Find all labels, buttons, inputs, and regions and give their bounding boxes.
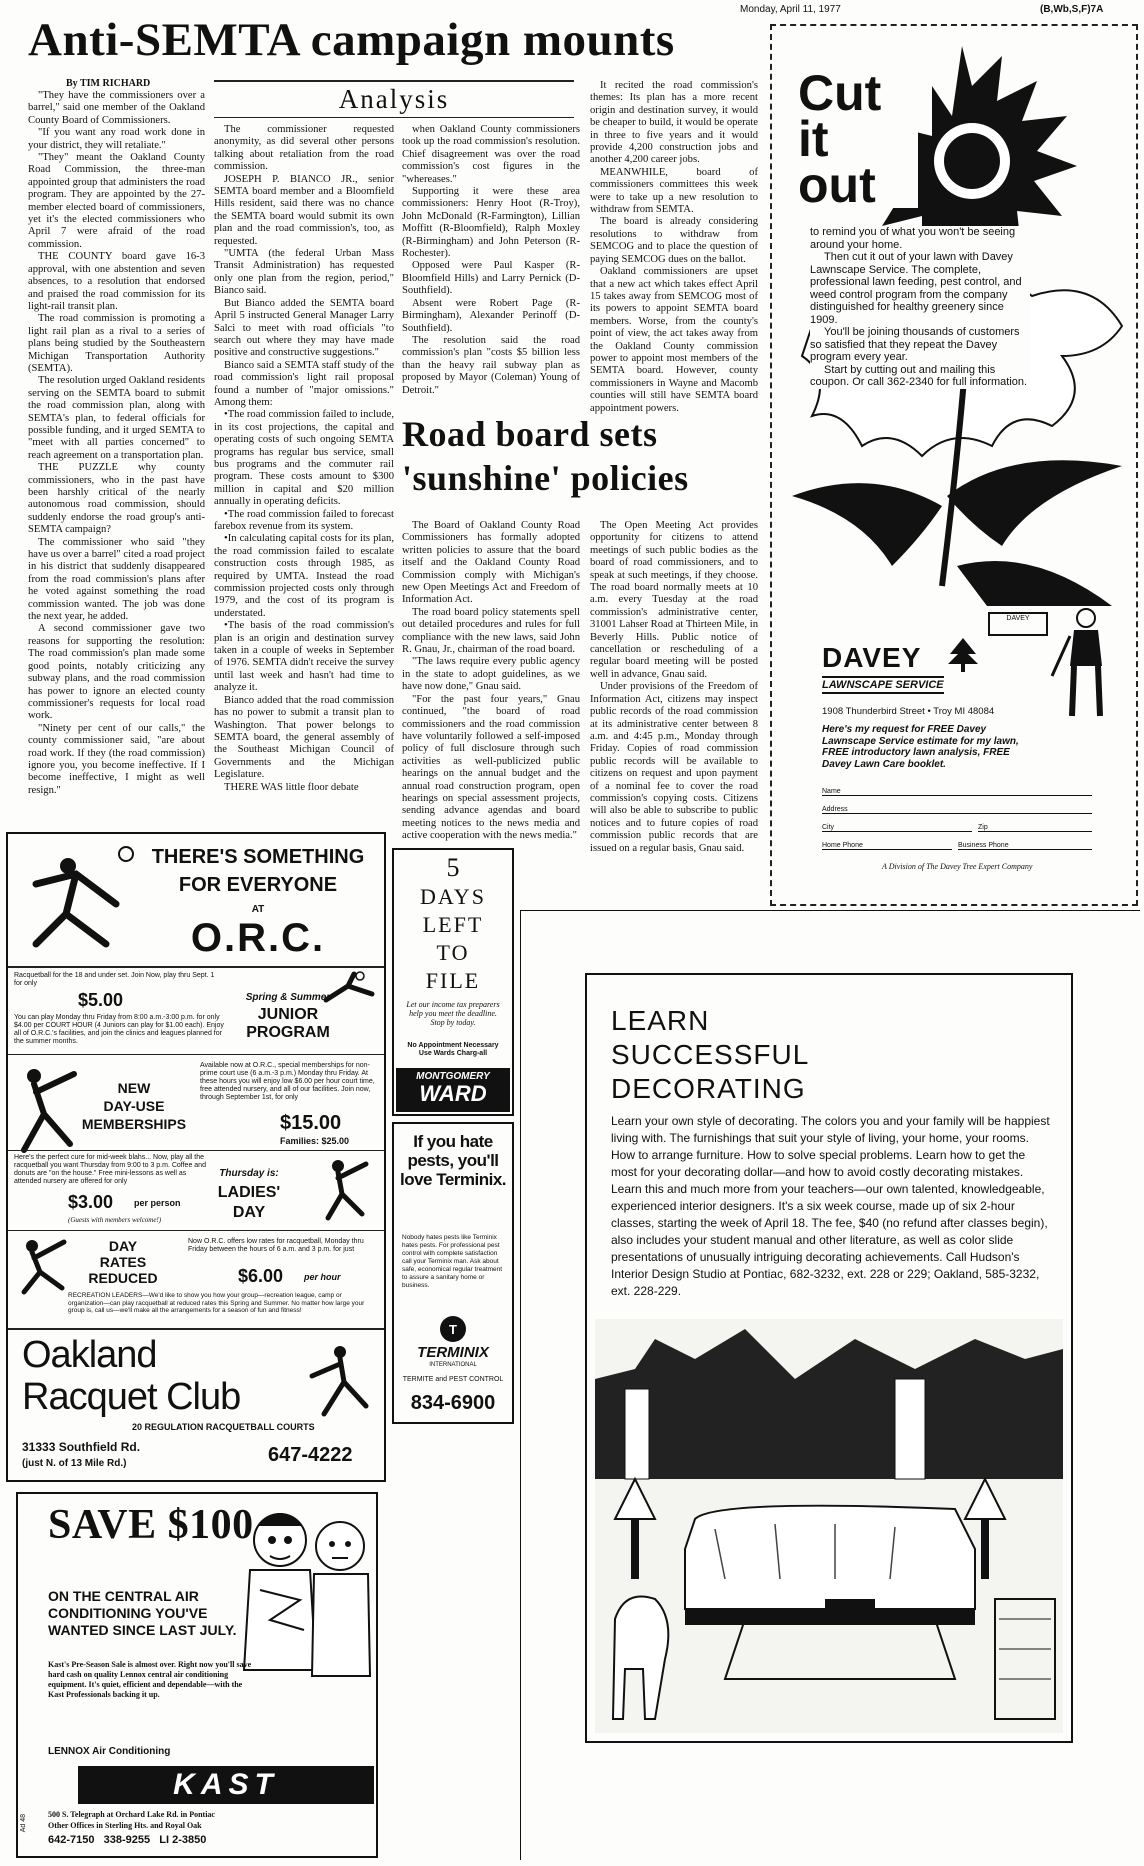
analysis-rule-top — [214, 80, 574, 82]
decorated-room-illustration — [595, 1319, 1063, 1733]
ward-note: No Appointment Necessary Use Wards Charg-all — [407, 1042, 499, 1057]
orc-rule-5 — [8, 1328, 384, 1330]
field-label: Business Phone — [958, 842, 1009, 849]
article-paragraph: The road board policy statements spell out detailed procedures and rules for full compliance with the new laws, said John R. Gnau, Jr., chairman of the road board. — [402, 606, 580, 656]
article-paragraph: Opposed were Paul Kasper (R-Bloomfield Hills) and Larry Pernick (D-Southfield). — [402, 260, 580, 297]
orc-courts: 20 REGULATION RACQUETBALL COURTS — [132, 1422, 315, 1432]
orc-junior-title-2: JUNIOR — [257, 1006, 319, 1023]
terminix-logo-icon — [438, 1314, 468, 1344]
davey-body — [810, 226, 1030, 389]
orc-at: AT — [251, 904, 265, 915]
orc-ladies-text: Here's the perfect cure for mid-week blahs... Now, play all the racquetball you want Thursday from 9:00 to 3 p.m. Coffee and donuts are "on the house." Free mini-lessons as well as attended nursery are offered for only — [14, 1154, 206, 1185]
article-headline: Anti-SEMTA campaign mounts — [28, 14, 675, 66]
article-paragraph: "They" meant the Oakland County Road Commission, the three-man appointed group that administers the road program. They are appointed by the 27-member elected board of commissioners, yet it's the elected commissioners who April 7 were afraid of the road commission. — [28, 152, 205, 250]
ward-line-1: 5 — [446, 853, 460, 882]
orc-ladies-title-3: DAY — [232, 1204, 266, 1221]
article2-headline-line1: Road board sets — [402, 414, 658, 454]
coupon-field-zip[interactable] — [978, 824, 1092, 832]
coupon-field-home-phone[interactable] — [822, 842, 952, 850]
davey-request: Here's my request for FREE Davey Lawnscape Service estimate for my lawn, FREE introductory lawn analysis, FREE Davey Lawn Care booklet. — [822, 724, 1019, 770]
article2-headline-line2: 'sunshine' policies — [402, 458, 689, 498]
couple-cartoon-illustration — [240, 1500, 374, 1682]
hudsons-body: Learn your own style of decorating. The colors you and your family will be happiest living with. The furnishings that suit your style of living, your home, your rooms. How to arrange furniture. How to solve special problems. Learn how to get the most for your decorating dollar—and how to avoid costly decorating mistakes. Learn this and much more from your teachers—our own talented, knowledgeable, experienced interior designers. It's a six week course, made up of six 2-hour classes, starting the week of April 18. The fee, $40 (no refund after classes begin), also includes your student manual and other literature, as well as color slide presentations of unusually intriguing decorating achievements. Call Hudson's Interior Design Studio at Pontiac, 682-3232, ext. 228 or 229; Oakland, 585-3232, ext. 228-229. — [611, 1114, 1050, 1298]
ward-ad — [392, 848, 514, 1116]
kast-sub: ON THE CENTRAL AIR CONDITIONING YOU'VE WANTED SINCE LAST JULY. — [48, 1588, 237, 1638]
article-paragraph: The commissioner who said "they have us over a barrel" cited a road project in his district that suddenly disappeared from the road commission's plans after he voted against something the road commission wanted. The job was done the next year, he added. — [28, 536, 205, 623]
field-label: Zip — [978, 824, 988, 831]
ward-line-4: TO — [436, 940, 470, 965]
article-paragraph: "UMTA (the federal Urban Mass Transit Administration) has requested only one plan from the region, period," Bianco said. — [214, 248, 394, 297]
svg-text:T: T — [449, 1322, 457, 1337]
page-date: Monday, April 11, 1977 — [740, 4, 841, 15]
article-paragraph: "The laws require every public agency in the state to adopt guidelines, as we have now done," Gnau said. — [402, 656, 580, 693]
orc-members-note: (Guests with members welcome!) — [68, 1216, 162, 1224]
analysis-label: Analysis — [338, 84, 450, 114]
club-player-icon — [300, 1340, 376, 1420]
davey-address: 1908 Thunderbird Street • Troy MI 48084 — [822, 706, 995, 717]
orc-per-person: per person — [134, 1198, 181, 1208]
kast-lennox: LENNOX Air Conditioning — [48, 1746, 171, 1757]
article-paragraph: Bianco said a SEMTA staff study of the road commission's light rail proposal found a number of "major omissions." Among them: — [214, 359, 394, 408]
orc-day-title-2: RATES — [99, 1254, 147, 1270]
orc-day-title-1: DAY — [108, 1238, 138, 1254]
orc-phone: 647-4222 — [268, 1444, 353, 1466]
article-paragraph: MEANWHILE, board of commissioners committees this week were to take up a new resolution to withdraw from SEMTA. — [590, 166, 758, 216]
article-paragraph: "For the past four years," Gnau continued, "the board of road commissioners and the road commission have voluntarily followed a self-imposed policy of full disclosure through such activities as well-publicized public hearings on the annual budget and the annual road construction program, open hearings on special assessment projects, sending advance agendas and board meeting notices to the news media and active cooperation with the news media." — [402, 693, 580, 842]
article1-col3 — [402, 124, 580, 446]
hudsons-headline-2: SUCCESSFUL — [611, 1039, 810, 1070]
ward-brand-1: MONTGOMERY — [416, 1071, 490, 1082]
davey-coupon — [782, 606, 1126, 894]
terminix-headline: If you hate pests, you'll love Terminix. — [399, 1132, 507, 1189]
article-paragraph: THE COUNTY board gave 16-3 approval, with one abstention and seven absences, to a resolution that endorsed and praised the road commission for its light-rail transit plan. — [28, 251, 205, 312]
article-paragraph: Oakland commissioners are upset that a new act which takes effect April 15 takes away from SEMCOG most of its powers to appoint SEMTA board members. Worse, from the county's point of view, the act takes away from the Oakland County commission power to appoint most members of the SEMTA board. However, county commissioners in Wayne and Macomb counties will still have SEMTA board appointment powers. — [590, 266, 758, 414]
article1-col2 — [214, 124, 394, 815]
hudsons-headline-1: LEARN — [611, 1005, 710, 1036]
analysis-rule-bottom — [214, 117, 574, 118]
page-code: (B,Wb,S,F)7A — [1040, 4, 1104, 15]
article-paragraph: Under provisions of the Freedom of Information Act, citizens may inspect public records of the road commission at its administrative center between 8 a.m. and 4:45 p.m., Monday through Friday. Copies of road commission public records will be available to citizens on request and upon payment of a nominal fee to cover the road commission's copying costs. Citizens will also be able to subscribe to public notices and to future copies of road commission public records that are issued on a regular basis, Gnau said. — [590, 681, 758, 854]
article-paragraph: "Ninety per cent of our calls," the county commissioner said, "are about road work. If they (the road commission) ignore you, you become ineffective. If I become ineffective, I might as well resign." — [28, 722, 205, 796]
orc-day-title-3: REDUCED — [88, 1270, 158, 1286]
orc-ladies-title-2: LADIES' — [217, 1184, 281, 1201]
davey-body-4: Start by cutting out and mailing this coupon. Or call 362-2340 for full information. — [810, 363, 1028, 388]
orc-address: 31333 Southfield Rd. — [22, 1440, 141, 1454]
field-label: Home Phone — [822, 842, 863, 849]
davey-body-3: You'll be joining thousands of customers so satisfied that they repeat the Davey program every year. — [810, 326, 1020, 363]
terminix-phone: 834-6900 — [410, 1392, 496, 1414]
kast-body: Kast's Pre-Season Sale is almost over. Right now you'll save hard cash on quality Lennox central air conditioning equipment. It's quiet, efficient and dependable—with the Kast Professionals backing it up. — [48, 1660, 252, 1699]
kast-side-code: Ad 48 — [20, 1814, 27, 1833]
field-label: Name — [822, 788, 841, 795]
orc-dayuse-title-3: MEMBERSHIPS — [81, 1116, 187, 1132]
article-paragraph: •The basis of the road commission's plan is an origin and destination survey taken in a couple of weeks in September of 1976. SEMTA didn't receive the survey until last week and hasn't had time to analyze it. — [214, 620, 394, 694]
terminix-logo: TERMINIX — [417, 1344, 489, 1361]
orc-dayuse-title-1: NEW — [117, 1080, 151, 1096]
kast-headline: SAVE $100 — [48, 1502, 254, 1548]
hudsons-ad — [520, 910, 1140, 1860]
davey-body-1: to remind you of what you won't be seeing around your home. — [810, 226, 1016, 251]
orc-price-4: $6.00 — [238, 1266, 284, 1286]
coupon-field-business-phone[interactable] — [958, 842, 1092, 850]
orc-families: Families: $25.00 — [280, 1136, 350, 1146]
ward-line-3: LEFT — [422, 912, 484, 937]
orc-price-2: $15.00 — [280, 1112, 342, 1134]
orc-dayuse-title-2: DAY-USE — [103, 1098, 165, 1114]
lawn-worker-illustration — [1048, 606, 1124, 726]
coupon-field-name[interactable] — [822, 788, 1092, 796]
kast-logo-band — [78, 1766, 374, 1804]
terminix-footer: TERMITE and PEST CONTROL — [402, 1376, 504, 1383]
truck-label: DAVEY — [1006, 615, 1030, 622]
davey-body-2: Then cut it out of your lawn with Davey Lawnscape Service. The complete, professional lawn feeding, pest control, and weed control program from the company distinguished for healthy greenery since 1909. — [810, 251, 1022, 326]
terminix-body: Nobody hates pests like Terminix hates pests. For professional pest control with complete satisfaction call your Terminix man. Ask about safe, economical regular treatment to assure a sanitary home or business. — [402, 1234, 503, 1289]
article-paragraph: •The road commission failed to include, in its cost projections, the capital and operating costs of such ongoing SEMTA programs has regular bus service, small bus programs and the commuter rail program. These costs amount to $300 million in capital and $20 million annually in operating deficits. — [214, 409, 394, 508]
ladies-player-icon — [308, 1154, 378, 1224]
coupon-field-city[interactable] — [822, 824, 972, 832]
orc-price-3: $3.00 — [68, 1192, 114, 1212]
article-paragraph: A second commissioner gave two reasons for supporting the resolution: The road commission's plan made some good points, notably criticizing any subway plans, and the road commission has power to ignore an elected county commissioner's requests for local road work. — [28, 623, 205, 722]
article-paragraph: Bianco added that the road commission has no power to submit a transit plan to Washington. That power belongs to SEMTA board, the general assembly of the Southeast Michigan Council of Governments and the Michigan Legislature. — [214, 694, 394, 781]
davey-footer: A Division of The Davey Tree Expert Company — [882, 862, 1033, 871]
davey-tree-logo — [946, 636, 980, 672]
hudsons-frame — [585, 973, 1073, 1743]
orc-per-hour: per hour — [304, 1272, 341, 1282]
orc-club-name-2: Racquet Club — [22, 1376, 241, 1418]
article-paragraph: •The road commission failed to forecast farebox revenue from its system. — [214, 508, 394, 532]
kast-address-2: Other Offices in Sterling Hts. and Royal Oak — [48, 1821, 202, 1830]
kast-ad — [16, 1492, 378, 1858]
article-paragraph: The Open Meeting Act provides opportunity for citizens to attend meetings of such public bodies as the board of road commissioners, and to speak at such meetings, if they choose. The road board normally meets at 10 a.m. every Tuesday at the road commission's administrative center, 31001 Lahser Road at Thirteen Mile, in Beverly Hills. Public notice of cancellation or rescheduling of a regular board meeting will be posted well in advance, Gnau said. — [590, 520, 758, 680]
article-paragraph: JOSEPH P. BIANCO JR., senior SEMTA board member and a Bloomfield Hills resident, said there was no chance the SEMTA board would submit its own plan and the road commission's, too, as requested. — [214, 173, 394, 247]
kast-brand: KAST — [173, 1768, 279, 1801]
orc-rule-1 — [8, 966, 384, 968]
orc-rule-2 — [8, 1054, 384, 1055]
article-paragraph: "If you want any road work done in your district, they will retaliate." — [28, 127, 205, 151]
orc-name: O.R.C. — [190, 916, 326, 960]
article-paragraph: when Oakland County commissioners took up the road commission's resolution. Chief disagreement was over the road commission's cost figures in the "whereases." — [402, 124, 580, 185]
orc-rule-3 — [8, 1150, 384, 1151]
orc-junior-title-3: PROGRAM — [246, 1024, 330, 1041]
ward-line-2: DAYS — [420, 884, 486, 909]
article-paragraph: The Board of Oakland County Road Commissioners has formally adopted written policies to assure that the board itself and the Oakland County Road Commission comply with Michigan's new Open Meetings Act and Freedom of Information Act. — [402, 520, 580, 606]
article-paragraph: THERE WAS little floor debate — [224, 781, 359, 793]
article-paragraph: Absent were Robert Page (R-Birmingham), Alexander Perinoff (D-Southfield). — [402, 297, 580, 334]
ward-logo — [396, 1068, 510, 1112]
orc-headline-1: THERE'S SOMETHING — [151, 846, 365, 868]
davey-truck — [988, 612, 1048, 636]
field-label: City — [822, 824, 835, 831]
orc-recreation: RECREATION LEADERS—We'd like to show you how your group—recreation league, camp or organization—can play racquetball at reduced rates this Spring and Summer. No matter how large your group is, call us—we'll make all the arrangements for a season of fun and fitness! — [68, 1292, 365, 1314]
coupon-field-address[interactable] — [822, 806, 1092, 814]
kast-address: 500 S. Telegraph at Orchard Lake Rd. in Pontiac — [48, 1810, 215, 1819]
ward-brand-2: WARD — [419, 1081, 487, 1106]
davey-headline: Cut it out — [798, 70, 918, 208]
orc-price-1: $5.00 — [78, 990, 124, 1010]
article-paragraph: The road commission is promoting a light rail plan as a rival to a series of plans being studied by the Southeastern Michigan Transportation Authority (SEMTA). — [28, 313, 205, 374]
terminix-ad — [392, 1122, 514, 1424]
davey-brand: DAVEY — [822, 642, 922, 673]
article1-col1 — [28, 90, 205, 815]
article-paragraph: The resolution said the road commission's plan "costs $5 billion less than the heavy rail subway plan as proposed by Mayor (Coleman) Young of Detroit." — [402, 334, 580, 396]
racquet-player-icon — [16, 844, 146, 954]
ward-line-5: FILE — [425, 968, 481, 993]
article-paragraph: The resolution urged Oakland residents serving on the SEMTA board to submit the road commission plan, along with SEMTA's plan, to federal officials for possible funding, and it urged SEMTA to "meet with all parties concerned" to reach agreement on a transportation plan. — [28, 375, 205, 461]
article-paragraph: •In calculating capital costs for its plan, the road commission failed to escalate construction costs through 1985, as required by UMTA. Instead the road commission projected costs only through 1979, and the cost of its program is understated. — [214, 533, 394, 619]
orc-junior-text-2: You can play Monday thru Friday from 8:00 a.m.-3:00 p.m. for only $4.00 per COURT HOUR (4 Juniors can play for $1.00 each). Enjoy all of O.R.C.'s facilities, and join the clinics and leagues planned for the summer months. — [14, 1014, 224, 1045]
article-paragraph: The commissioner requested anonymity, as did several other persons talking about retaliation from the road commission. — [214, 124, 394, 173]
article-paragraph: "They have the commissioners over a barrel," said one member of the Oakland County Board of Commissioners. — [28, 90, 205, 126]
orc-address-2: (just N. of 13 Mile Rd.) — [22, 1458, 127, 1469]
dayrates-player-icon — [14, 1236, 74, 1296]
ward-tagline: Let our income tax preparers help you meet the deadline. Stop by today. — [406, 1000, 500, 1027]
article-paragraph: It recited the road commission's themes: Its plan has a more recent origin and destination survey, it would be cheaper to build, it would be operate in three to five years and it would provide 4,200 construction jobs and another 4,200 career jobs. — [590, 80, 758, 166]
article2-col1 — [402, 520, 580, 900]
article1-col4 — [590, 80, 758, 446]
hudsons-headline-3: DECORATING — [611, 1073, 806, 1104]
orc-ad — [6, 832, 386, 1482]
article-paragraph: The board is already considering resolutions to withdraw from SEMCOG and to place the question of paying SEMCOG dues on the ballot. — [590, 216, 758, 265]
article-paragraph: But Bianco added the SEMTA board April 5 instructed General Manager Larry Salci to meet with road officials "to search out where they may have made positive and constructive suggestions." — [214, 297, 394, 359]
article-paragraph: THE PUZZLE why county commissioners, who in the past have been harshly critical of the nearly autonomous road commission, should suddenly endorse the road group's anti-SEMTA campaign? — [28, 462, 205, 536]
kast-phones: 642-7150 338-9255 LI 2-3850 — [48, 1834, 207, 1846]
junior-player-icon — [320, 970, 380, 1010]
article2-col2 — [590, 520, 758, 900]
davey-ad — [770, 24, 1138, 906]
orc-club-name-1: Oakland — [22, 1334, 157, 1376]
terminix-logo-sub: INTERNATIONAL — [429, 1362, 477, 1368]
article-paragraph: Supporting it were these area commissioners: Henry Hoot (R-Troy), John McDonald (R-Farmington), Lillian Moffitt (R-Bloomfield), Ralph Moxley (R-Birmingham) and John Peterson (R-Rochester). — [402, 186, 580, 260]
orc-headline-2: FOR EVERYONE — [178, 874, 338, 896]
field-label: Address — [822, 806, 848, 813]
orc-ladies-title-1: Thursday is: — [219, 1168, 279, 1179]
davey-brand-sub: LAWNSCAPE SERVICE — [822, 676, 944, 694]
orc-junior-title-1: Spring & Summer — [245, 992, 331, 1003]
orc-dayuse-text: Available now at O.R.C., special memberships for non-prime court use (6 a.m.-3 p.m.) Monday thru Friday. At these hours you will enjoy low $6.00 per hour court time, free attended nursery, and all of our facilities. Join now, through September 1st, for only — [200, 1062, 375, 1101]
orc-rule-4 — [8, 1230, 384, 1231]
byline: By TIM RICHARD — [66, 78, 151, 89]
orc-junior-text: Racquetball for the 18 and under set. Join Now, play thru Sept. 1 for only — [14, 972, 215, 987]
orc-day-text: Now O.R.C. offers low rates for racquetball, Monday thru Friday between the hours of 6 a.m. and 3 p.m. for just — [188, 1238, 364, 1253]
